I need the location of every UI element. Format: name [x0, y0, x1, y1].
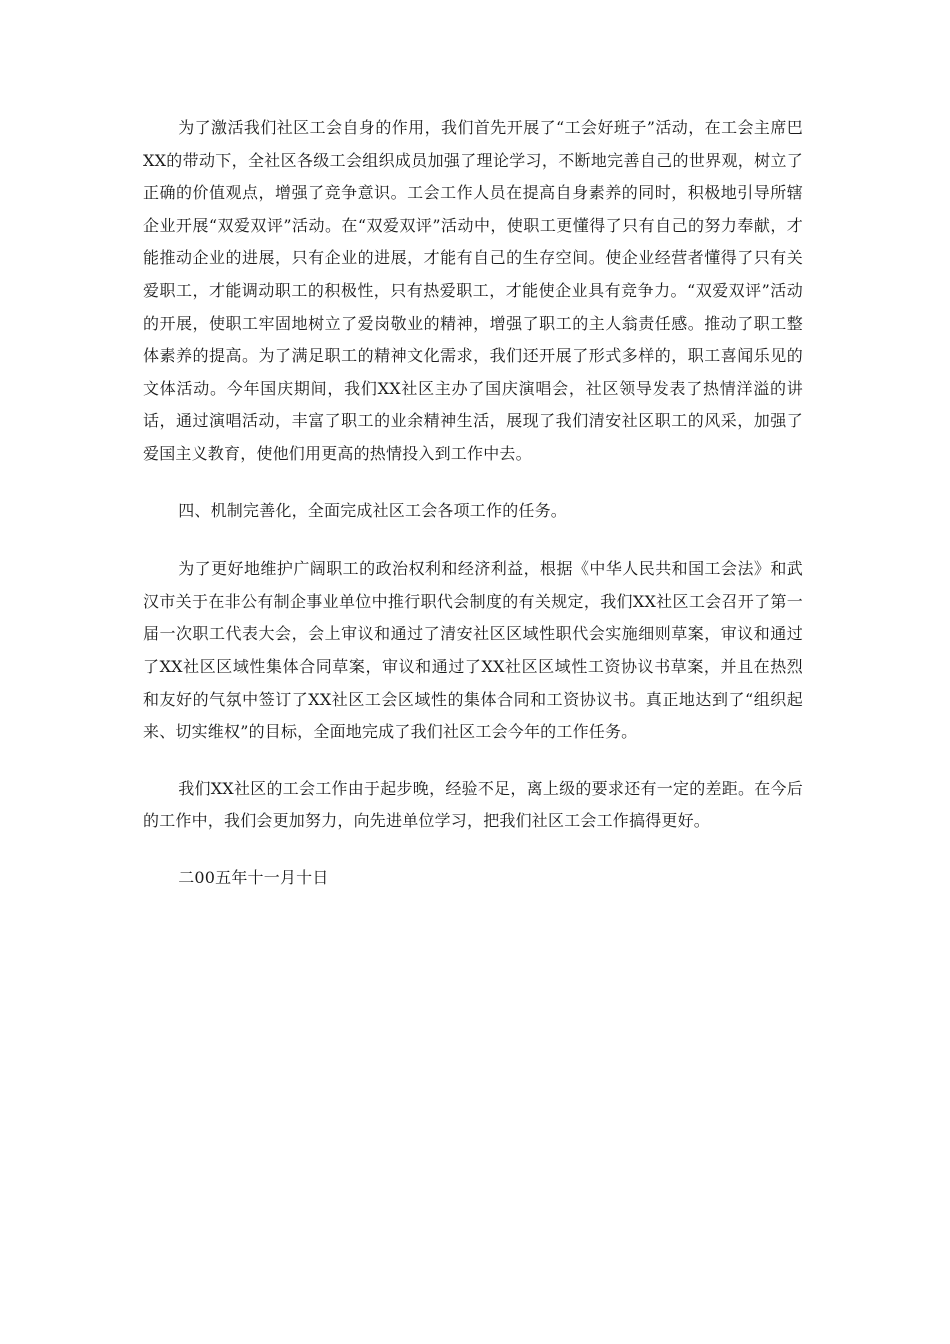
document-date: 二00五年十一月十日	[178, 867, 329, 887]
paragraph-conclusion: 我们XX社区的工会工作由于起步晚，经验不足，离上级的要求还有一定的差距。在今后的工作中，我们会更加努力，向先进单位学习，把我们社区工会工作搞得更好。	[143, 778, 803, 831]
paragraph-congress: 为了更好地维护广阔职工的政治权利和经济利益，根据《中华人民共和国工会法》和武汉市关于在非公有制企事业单位中推行职代会制度的有关规定，我们XX社区工会召开了第一届一次职工代表大会，会上审议和通过了清安社区区域性职代会实施细则草案，审议和通过了XX社区区域性集体合同草案，审议和通过了XX社区区域性工资协议书草案，并且在热烈和友好的气氛中签订了XX社区工会区域性的集体合同和工资协议书。真正地达到了“组织起来、切实维权”的目标，全面地完成了我们社区工会今年的工作任务。	[143, 559, 803, 742]
section-heading-mechanism: 四、机制完善化，全面完成社区工会各项工作的任务。	[178, 500, 567, 520]
document-body	[143, 112, 803, 894]
paragraph-activities: 为了激活我们社区工会自身的作用，我们首先开展了“工会好班子”活动，在工会主席巴XX的带动下，全社区各级工会组织成员加强了理论学习，不断地完善自己的世界观，树立了正确的价值观点，增强了竞争意识。工会工作人员在提高自身素养的同时，积极地引导所辖企业开展“双爱双评”活动。在“双爱双评”活动中，使职工更懂得了只有自己的努力奉献，才能推动企业的进展，只有企业的进展，才能有自己的生存空间。使企业经营者懂得了只有关爱职工，才能调动职工的积极性，只有热爱职工，才能使企业具有竞争力。“双爱双评”活动的开展，使职工牢固地树立了爱岗敬业的精神，增强了职工的主人翁责任感。推动了职工整体素养的提高。为了满足职工的精神文化需求，我们还开展了形式多样的，职工喜闻乐见的文体活动。今年国庆期间，我们XX社区主办了国庆演唱会，社区领导发表了热情洋溢的讲话，通过演唱活动，丰富了职工的业余精神生活，展现了我们清安社区职工的风采，加强了爱国主义教育，使他们用更高的热情投入到工作中去。	[143, 118, 803, 463]
